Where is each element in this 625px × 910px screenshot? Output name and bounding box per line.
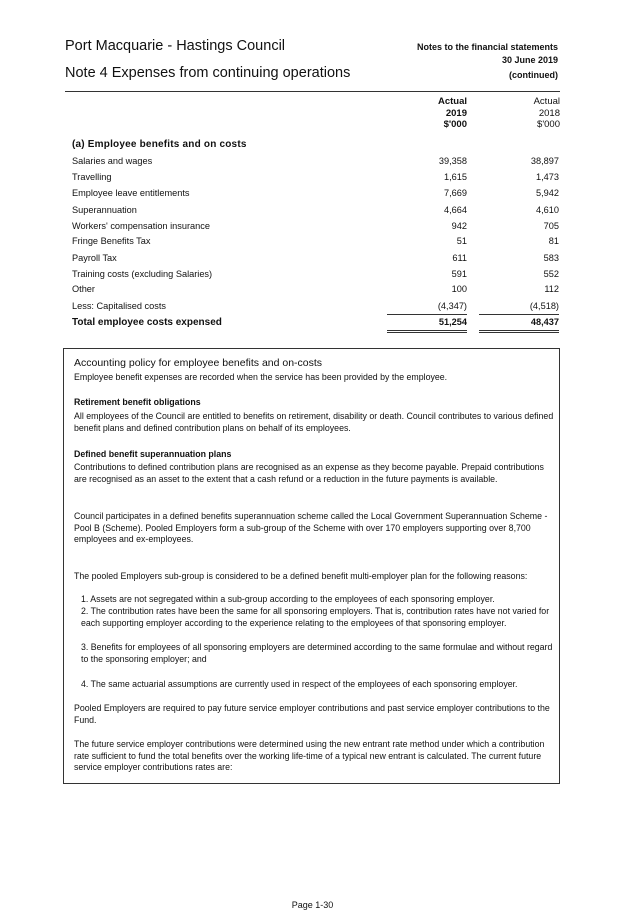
reason-4: 4. The same actuarial assumptions are currently used in respect of the employees of each sponsoring employer. <box>81 679 518 689</box>
value-2019: 100 <box>451 284 467 294</box>
table-row <box>0 205 625 219</box>
value-2018: (4,518) <box>529 301 559 311</box>
retirement-heading: Retirement benefit obligations <box>74 397 201 407</box>
table-row <box>0 269 625 283</box>
report-date: 30 June 2019 <box>501 55 558 65</box>
total-2019: 51,254 <box>438 317 467 327</box>
total-rule-2019-b <box>387 332 467 333</box>
table-row <box>0 253 625 267</box>
pooled-text: Pooled Employers are required to pay future service employer contributions and past service employer contributions to the Fund. <box>74 703 550 725</box>
row-label: Salaries and wages <box>72 156 153 166</box>
accounting-policy-box <box>63 348 560 784</box>
policy-title: Accounting policy for employee benefits and on-costs <box>74 357 323 369</box>
table-row <box>0 172 625 186</box>
value-2018: 5,942 <box>536 188 559 198</box>
total-label: Total employee costs expensed <box>72 317 222 328</box>
row-label: Workers' compensation insurance <box>72 221 210 231</box>
value-2019: 7,669 <box>444 188 467 198</box>
row-label: Training costs (excluding Salaries) <box>72 269 213 279</box>
page-number: Page 1-30 <box>291 900 334 910</box>
policy-intro: Employee benefit expenses are recorded when the service has been provided by the employee. <box>74 372 448 382</box>
value-2018: 705 <box>543 221 559 231</box>
value-2018: 112 <box>544 284 559 294</box>
dbs-heading: Defined benefit superannuation plans <box>74 449 232 459</box>
value-2018: 4,610 <box>536 205 559 215</box>
subtotal-rule-2019 <box>387 314 467 315</box>
row-label: Fringe Benefits Tax <box>72 236 151 246</box>
future-text: The future service employer contributions were determined using the new entrant rate method under which a contribution rate sufficient to fund the total benefits over the working life-time of a typical new entrant is calculated. The current future service employer contributions rates are: <box>74 739 545 772</box>
value-2019: 39,358 <box>438 156 467 166</box>
value-2018: 81 <box>548 236 559 246</box>
participation-text: Council participates in a defined benefits superannuation scheme called the Local Government Superannuation Scheme - Pool B (Scheme). Pooled Employers form a sub-group of the Scheme with over 170 employers supporting over 8,700 employees and ex-employees. <box>74 511 548 544</box>
total-rule-2019-a <box>387 330 467 331</box>
section-title: (a) Employee benefits and on costs <box>72 139 247 150</box>
value-2019: (4,347) <box>437 301 467 311</box>
total-row <box>0 317 625 331</box>
row-label: Other <box>72 284 95 294</box>
reason-1: 1. Assets are not segregated within a sub-group according to the employees of each sponsoring employer. <box>81 594 495 604</box>
table-row <box>0 156 625 170</box>
value-2019: 611 <box>452 253 467 263</box>
total-2018: 48,437 <box>530 317 559 327</box>
reasons-intro: The pooled Employers sub-group is considered to be a defined benefit multi-employer plan for the following reasons: <box>74 571 528 581</box>
retirement-text: All employees of the Council are entitled to benefits on retirement, disability or death. Council contributes to various defined benefit plans and defined contribution plans on behalf of its employees. <box>74 411 554 433</box>
value-2018: 38,897 <box>530 156 559 166</box>
row-label: Employee leave entitlements <box>72 188 190 198</box>
value-2018: 1,473 <box>536 172 559 182</box>
value-2018: 552 <box>543 269 559 279</box>
council-name: Port Macquarie - Hastings Council <box>65 38 286 54</box>
row-label: Superannuation <box>72 205 137 215</box>
header-rule <box>65 91 560 92</box>
total-rule-2018-b <box>479 332 559 333</box>
continued-label: (continued) <box>509 70 558 80</box>
column-heading-2019: Actual 2019 $'000 <box>437 96 467 130</box>
value-2019: 51 <box>456 236 467 246</box>
note-title: Note 4 Expenses from continuing operations <box>65 65 351 81</box>
value-2019: 591 <box>451 269 467 279</box>
value-2019: 942 <box>451 221 467 231</box>
table-row <box>0 188 625 202</box>
subtotal-rule-2018 <box>479 314 559 315</box>
value-2019: 4,664 <box>444 205 467 215</box>
value-2018: 583 <box>543 253 559 263</box>
table-row <box>0 301 625 315</box>
table-row <box>0 221 625 235</box>
total-rule-2018-a <box>479 330 559 331</box>
row-label: Travelling <box>72 172 112 182</box>
table-row <box>0 236 625 250</box>
dbs-text: Contributions to defined contribution plans are recognised as an expense as they become payable. Prepaid contributions are recognised as an asset to the extent that a cash refund or a reduction in the future payments is available. <box>74 462 544 484</box>
row-label: Payroll Tax <box>72 253 117 263</box>
column-heading-2018: Actual 2018 $'000 <box>533 96 560 130</box>
reason-2: 2. The contribution rates have been the same for all sponsoring employers. That is, contribution rates have not varied for each supporting employer according to the experience relating to the employees of that sponsoring employer. <box>81 606 550 628</box>
table-row <box>0 284 625 298</box>
value-2019: 1,615 <box>444 172 467 182</box>
row-label: Less: Capitalised costs <box>72 301 166 311</box>
notes-label: Notes to the financial statements <box>416 42 558 52</box>
reason-3: 3. Benefits for employees of all sponsoring employers are determined according to the same formulae and without regard to the sponsoring employer; and <box>81 642 553 664</box>
